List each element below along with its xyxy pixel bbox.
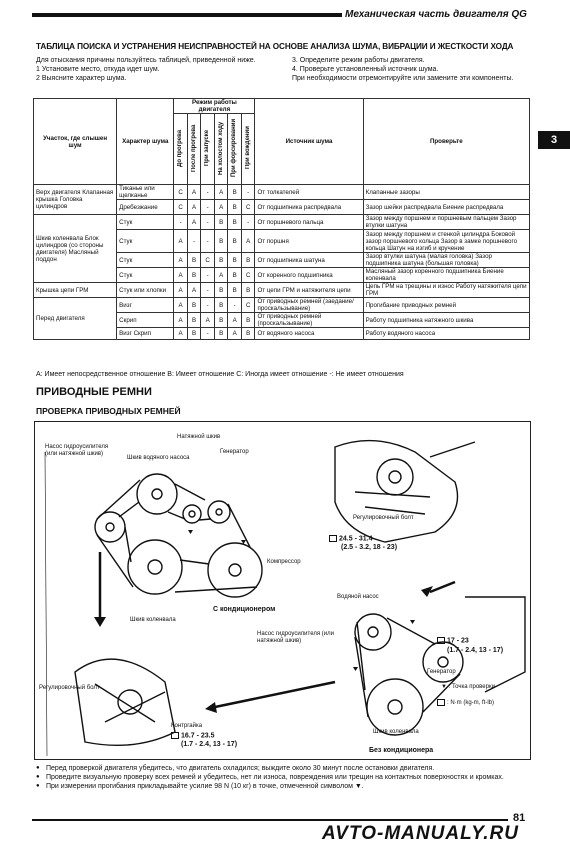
- cell-noise-type: Дребезжание: [117, 200, 174, 215]
- cell-mode: C: [241, 200, 255, 215]
- mode-header: При запуске: [201, 114, 215, 185]
- cell-mode: -: [241, 215, 255, 230]
- cell-source: От приводных ремней (заедание/проскальзывание): [255, 298, 363, 313]
- cell-mode: B: [228, 185, 242, 200]
- cell-check: Работу подшипника натяжного шкива: [363, 313, 529, 328]
- col-header-type: Характер шума: [117, 99, 174, 185]
- label-compressor: Компрессор: [267, 559, 301, 565]
- cell-check: Масляный зазор коренного подшипника Биение коленвала: [363, 268, 529, 283]
- cell-mode: B: [241, 253, 255, 268]
- cell-mode: A: [174, 328, 188, 340]
- table-row: [34, 185, 530, 200]
- section-tab: 3: [538, 131, 570, 149]
- intro-step-2: 2 Выясните характер шума.: [36, 75, 127, 82]
- cell-mode: -: [228, 298, 242, 313]
- intro-step-1: 1 Установите место, откуда идет шум.: [36, 66, 160, 73]
- note-item: ● При измерении прогибания прикладывайте усилие 98 N (10 кг) в точке, отмеченной символом ▼.: [36, 782, 531, 791]
- torque-right: 17 - 23: [437, 637, 469, 644]
- cell-mode: A: [174, 313, 188, 328]
- cell-mode: A: [187, 185, 201, 200]
- cell-mode: B: [187, 268, 201, 283]
- cell-noise-type: Визг: [117, 298, 174, 313]
- cell-noise-type: Стук: [117, 268, 174, 283]
- cell-mode: A: [214, 200, 228, 215]
- cell-mode: B: [214, 230, 228, 253]
- cell-check: Зазор между поршнем и стенкой цилиндра Боковой зазор поршневого кольца Зазор в замке поршневого кольца Шатун на изгиб и кручение: [363, 230, 529, 253]
- cell-mode: A: [241, 230, 255, 253]
- label-crank: Шкив коленвала: [130, 617, 176, 623]
- mode-header: При вождении: [241, 114, 255, 185]
- torque-wrench-icon: [437, 699, 445, 706]
- cell-mode: -: [201, 200, 215, 215]
- cell-mode: B: [241, 283, 255, 298]
- cell-source: От толкателей: [255, 185, 363, 200]
- label-ps-pump: Насос гидроусилителя (или натяжной шкив): [45, 444, 109, 457]
- mode-header: При форсировании: [228, 114, 242, 185]
- cell-mode: -: [241, 185, 255, 200]
- cell-mode: B: [228, 215, 242, 230]
- cell-source: От коренного подшипника: [255, 268, 363, 283]
- legend-check-point: ▼ : Точка проверки: [441, 684, 495, 690]
- label-without-ac: Без кондиционера: [369, 747, 434, 754]
- cell-mode: A: [187, 215, 201, 230]
- cell-mode: C: [241, 298, 255, 313]
- legend-units: : N·m (kg-m, ft-lb): [437, 699, 494, 707]
- cell-noise-type: Скрип: [117, 313, 174, 328]
- label-adj-bolt-left: Регулировочный болт: [39, 685, 100, 691]
- cell-mode: A: [201, 313, 215, 328]
- torque-left-units: (1.7 - 2.4, 13 - 17): [181, 741, 238, 748]
- cell-mode: A: [174, 268, 188, 283]
- cell-mode: B: [187, 328, 201, 340]
- cell-mode: C: [174, 200, 188, 215]
- cell-source: От подшипника распредвала: [255, 200, 363, 215]
- intro-right: [292, 56, 534, 83]
- label-water-pulley: Шкив водяного насоса: [127, 455, 190, 461]
- cell-mode: -: [201, 268, 215, 283]
- torque-wrench-icon: [329, 535, 337, 542]
- cell-check: Прогибание приводных ремней: [363, 298, 529, 313]
- cell-mode: B: [228, 230, 242, 253]
- header-rule: [32, 13, 342, 17]
- label-adj-bolt-top: Регулировочный болт: [353, 515, 414, 521]
- cell-mode: B: [214, 215, 228, 230]
- noise-diagnosis-table: [33, 98, 530, 340]
- cell-source: От поршня: [255, 230, 363, 253]
- table-row: [34, 215, 530, 230]
- cell-mode: A: [174, 230, 188, 253]
- cell-location: Перед двигателя: [34, 298, 117, 340]
- intro-step-4: 4. Проверьте установленный источник шума.: [292, 66, 439, 73]
- intro-left: [36, 56, 281, 83]
- cell-source: От водяного насоса: [255, 328, 363, 340]
- label-crank-2: Шкив коленвала: [373, 729, 419, 735]
- torque-wrench-icon: [171, 732, 179, 739]
- cell-noise-type: Стук или хлопки: [117, 283, 174, 298]
- cell-mode: -: [201, 298, 215, 313]
- notes-list: [36, 764, 531, 791]
- intro-lead: Для отыскания причины пользуйтесь таблицей, приведенной ниже.: [36, 57, 256, 64]
- cell-mode: B: [228, 283, 242, 298]
- cell-check: Зазор втулки шатуна (малая головка) Зазор подшипника шатуна (большая головка): [363, 253, 529, 268]
- mode-header: До прогрева: [174, 114, 188, 185]
- label-generator-2: Генератор: [427, 669, 456, 675]
- cell-mode: C: [241, 268, 255, 283]
- cell-mode: -: [174, 215, 188, 230]
- label-water-pump: Водяной насос: [337, 594, 379, 600]
- subsection-title: ПРОВЕРКА ПРИВОДНЫХ РЕМНЕЙ: [36, 406, 181, 416]
- footer-rule: [32, 819, 508, 821]
- cell-mode: B: [187, 298, 201, 313]
- cell-mode: -: [201, 283, 215, 298]
- cell-mode: -: [201, 215, 215, 230]
- label-ps-pump-2: Насос гидроусилителя (или натяжной шкив): [257, 631, 334, 644]
- cell-source: От цепи ГРМ и натяжителя цепи: [255, 283, 363, 298]
- label-locknut: Контргайка: [171, 723, 203, 729]
- cell-mode: -: [201, 185, 215, 200]
- intro-step-3: 3. Определите режим работы двигателя.: [292, 57, 425, 64]
- belt-diagram-drawing: [35, 422, 532, 761]
- cell-check: Цепь ГРМ на трещины и износ Работу натяжителя цепи ГРМ: [363, 283, 529, 298]
- belt-diagram: [34, 421, 531, 760]
- torque-left: 16.7 - 23.5: [171, 732, 214, 739]
- cell-mode: B: [228, 253, 242, 268]
- cell-location: Шкив коленвала Блок цилиндров (со стороны двигателя) Масляный поддон: [34, 215, 117, 283]
- cell-check: Работу водяного насоса: [363, 328, 529, 340]
- torque-right-units: (1.7 - 2.4, 13 - 17): [447, 647, 504, 654]
- cell-mode: A: [174, 283, 188, 298]
- label-generator: Генератор: [220, 449, 249, 455]
- running-header: Механическая часть двигателя QG: [345, 9, 527, 20]
- cell-source: От подшипника шатуна: [255, 253, 363, 268]
- cell-mode: A: [174, 298, 188, 313]
- note-item: ● Проведите визуальную проверку всех ремней и убедитесь, нет ли износа, повреждения или трещин на контактных поверхностях и кромках.: [36, 773, 531, 782]
- cell-mode: B: [241, 328, 255, 340]
- cell-mode: B: [228, 268, 242, 283]
- cell-mode: C: [201, 253, 215, 268]
- section-title: ПРИВОДНЫЕ РЕМНИ: [36, 386, 152, 398]
- label-idler: Натяжной шкив: [177, 434, 221, 440]
- cell-mode: B: [214, 253, 228, 268]
- cell-mode: B: [241, 313, 255, 328]
- cell-mode: -: [201, 328, 215, 340]
- page-number: 81: [513, 812, 526, 824]
- torque-top-units: (2.5 - 3.2, 18 - 23): [341, 544, 398, 551]
- cell-noise-type: Стук: [117, 253, 174, 268]
- cell-mode: C: [174, 185, 188, 200]
- cell-mode: B: [228, 200, 242, 215]
- cell-mode: B: [214, 328, 228, 340]
- cell-mode: -: [187, 230, 201, 253]
- col-header-modes: Режим работы двигателя: [174, 99, 255, 114]
- cell-check: Клапанные зазоры: [363, 185, 529, 200]
- intro-step-5: При необходимости отремонтируйте или замените эти компоненты.: [292, 75, 514, 82]
- cell-mode: A: [228, 328, 242, 340]
- cell-mode: B: [187, 313, 201, 328]
- note-item: ● Перед проверкой двигателя убедитесь, что двигатель охладился; выждите около 30 минут после остановки двигателя.: [36, 764, 531, 773]
- mode-header: После прогрева: [187, 114, 201, 185]
- page-title: ТАБЛИЦА ПОИСКА И УСТРАНЕНИЯ НЕИСПРАВНОСТЕЙ НА ОСНОВЕ АНАЛИЗА ШУМА, ВИБРАЦИИ И ЖЕСТКОСТИ ХОДА: [36, 42, 514, 51]
- cell-location: Верх двигателя Клапанная крышка Головка цилиндров: [34, 185, 117, 215]
- label-with-ac: С кондиционером: [213, 606, 276, 613]
- cell-noise-type: Визг Скрип: [117, 328, 174, 340]
- torque-wrench-icon: [437, 637, 445, 644]
- cell-source: От приводных ремней (проскальзывание): [255, 313, 363, 328]
- col-header-location: Участок, где слышен шум: [34, 99, 117, 185]
- col-header-check: Проверьте: [363, 99, 529, 185]
- cell-mode: B: [214, 283, 228, 298]
- cell-mode: A: [174, 253, 188, 268]
- cell-mode: B: [214, 298, 228, 313]
- col-header-source: Источник шума: [255, 99, 363, 185]
- torque-top: 24.5 - 31.4: [329, 535, 372, 542]
- cell-noise-type: Тиканье или щелканье: [117, 185, 174, 200]
- cell-check: Зазор между поршнем и поршневым пальцем Зазор втулки шатуна: [363, 215, 529, 230]
- cell-mode: B: [214, 313, 228, 328]
- table-row: [34, 283, 530, 298]
- cell-source: От поршневого пальца: [255, 215, 363, 230]
- cell-mode: A: [214, 268, 228, 283]
- cell-mode: A: [187, 200, 201, 215]
- cell-mode: A: [187, 283, 201, 298]
- cell-location: Крышка цепи ГРМ: [34, 283, 117, 298]
- cell-mode: A: [214, 185, 228, 200]
- cell-noise-type: Стук: [117, 215, 174, 230]
- table-legend: A: Имеет непосредственное отношение B: Имеет отношение C: Иногда имеет отношение -: Не имеет отношения: [36, 371, 404, 378]
- mode-header: На холостом ходу: [214, 114, 228, 185]
- watermark: AVTO-MANUALY.RU: [322, 823, 519, 844]
- cell-noise-type: Стук: [117, 230, 174, 253]
- cell-mode: A: [228, 313, 242, 328]
- cell-check: Зазор шейки распредвала Биение распредвала: [363, 200, 529, 215]
- cell-mode: -: [201, 230, 215, 253]
- table-row: [34, 298, 530, 313]
- cell-mode: B: [187, 253, 201, 268]
